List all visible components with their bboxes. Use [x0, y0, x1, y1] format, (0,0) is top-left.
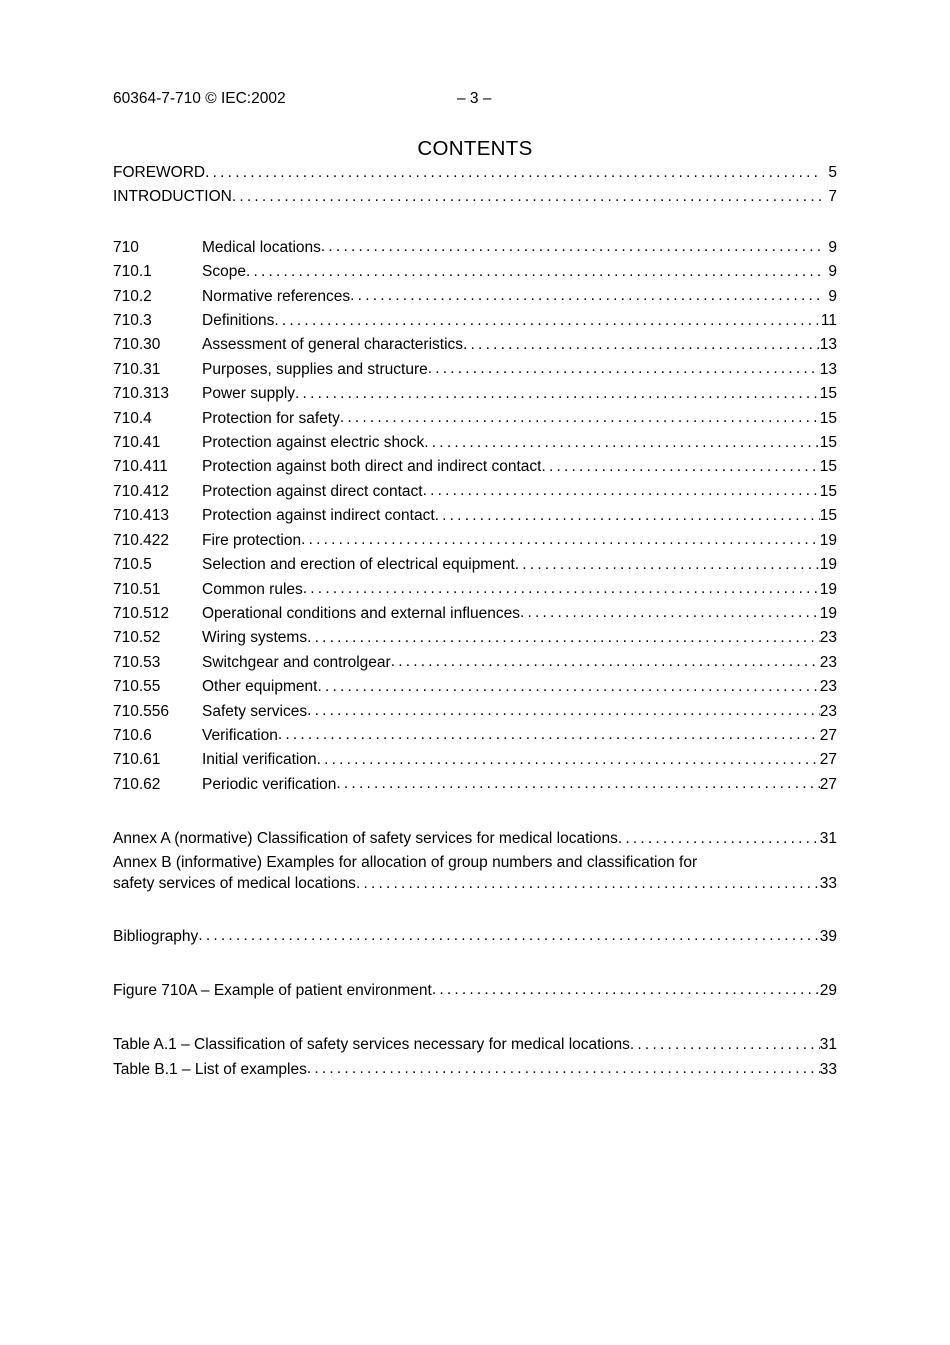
clause-number: 710.52 [113, 629, 161, 647]
toc-entry-page: 15 [819, 458, 837, 476]
document-identifier: 60364-7-710 © IEC:2002 [113, 90, 286, 107]
toc-entry-title: Scope [202, 263, 246, 281]
toc-entry-page: 19 [819, 556, 837, 574]
toc-entry-title: Normative references [202, 287, 351, 305]
toc-entry-clause[interactable] [113, 480, 837, 504]
toc-entry-title: Periodic verification [202, 775, 337, 793]
toc-entry-clause[interactable] [113, 455, 837, 479]
page-content [113, 88, 837, 1082]
toc-entry-clause[interactable] [113, 773, 837, 797]
toc-entry-title: Assessment of general characteristics [202, 336, 464, 354]
toc-entry-title: Medical locations [202, 238, 321, 256]
clause-number: 710.61 [113, 751, 161, 769]
clause-number: 710.512 [113, 604, 170, 622]
toc-entry-title: Protection against both direct and indirect contact [202, 458, 542, 476]
dot-leader [520, 601, 820, 625]
toc-entry-clause[interactable] [113, 260, 837, 284]
toc-entry-clause[interactable] [113, 431, 837, 455]
toc-entry-title: Wiring systems [202, 629, 308, 647]
figure-list [113, 979, 837, 1003]
toc-entry-clause[interactable] [113, 748, 837, 772]
dot-leader [303, 577, 820, 601]
toc-entry-title: Protection against electric shock [202, 434, 425, 452]
toc-entry-introduction[interactable] [113, 185, 837, 209]
toc-entry-figure[interactable] [113, 979, 837, 1003]
toc-entry-title: Common rules [202, 580, 303, 598]
toc-entry-clause[interactable] [113, 407, 837, 431]
clause-number: 710.31 [113, 360, 161, 378]
toc-entry-title: Other equipment [202, 678, 318, 696]
toc-entry-title: Protection against direct contact [202, 482, 423, 500]
toc-entry-page: 19 [819, 580, 837, 598]
toc-entry-title: FOREWORD [113, 164, 206, 181]
toc-entry-page: 9 [828, 238, 837, 256]
toc-entry-clause[interactable] [113, 553, 837, 577]
dot-leader [391, 650, 820, 674]
toc-entry-page: 31 [819, 1036, 837, 1054]
toc-entry-title: Table B.1 – List of examples [113, 1060, 307, 1078]
toc-entry-page: 39 [819, 927, 837, 945]
dot-leader [301, 528, 820, 552]
dot-leader [630, 1033, 820, 1057]
toc-entry-page: 13 [819, 360, 837, 378]
toc-entry-page: 9 [828, 263, 837, 281]
front-matter-list [113, 161, 837, 210]
toc-entry-title: Protection against indirect contact [202, 507, 435, 525]
dot-leader [246, 260, 822, 284]
spacer [113, 895, 837, 925]
clause-list [113, 236, 837, 797]
toc-entry-title: Fire protection [202, 531, 302, 549]
dot-leader [618, 827, 820, 851]
toc-entry-title: Annex A (normative) Classification of safety services for medical locations [113, 830, 618, 848]
clause-number: 710.411 [113, 458, 168, 476]
table-list [113, 1033, 837, 1082]
toc-entry-clause[interactable] [113, 358, 837, 382]
spacer [113, 949, 837, 979]
clause-number: 710.4 [113, 409, 152, 427]
toc-entry-clause[interactable] [113, 602, 837, 626]
clause-number: 710.412 [113, 482, 170, 500]
toc-entry-page: 11 [820, 312, 837, 330]
toc-entry-clause[interactable] [113, 382, 837, 406]
toc-entry-page: 33 [819, 875, 837, 893]
clause-number: 710.1 [113, 263, 152, 281]
dot-leader [463, 333, 820, 357]
spacer [113, 797, 837, 827]
toc-entry-page: 23 [819, 653, 837, 671]
toc-entry-clause[interactable] [113, 578, 837, 602]
toc-entry-page: 27 [819, 726, 837, 744]
toc-entry-clause[interactable] [113, 724, 837, 748]
clause-number: 710.313 [113, 385, 170, 403]
toc-entry-annex-a[interactable] [113, 827, 837, 851]
toc-entry-bibliography[interactable] [113, 925, 837, 949]
toc-entry-title-line2: safety services of medical locations [113, 875, 356, 893]
dot-leader [350, 284, 822, 308]
dot-leader [307, 626, 820, 650]
toc-entry-page: 15 [819, 409, 837, 427]
toc-entry-title: Verification [202, 726, 278, 744]
toc-entry-table[interactable] [113, 1058, 837, 1082]
toc-entry-clause[interactable] [113, 700, 837, 724]
clause-number: 710.53 [113, 653, 161, 671]
toc-entry-page: 23 [819, 629, 837, 647]
page-title: CONTENTS [417, 137, 533, 160]
toc-entry-page: 9 [828, 287, 837, 305]
clause-number: 710 [113, 238, 139, 256]
toc-entry-title: Selection and erection of electrical equipment [202, 556, 515, 574]
toc-entry-page: 7 [828, 188, 837, 206]
dot-leader [336, 772, 819, 796]
toc-entry-clause[interactable] [113, 309, 837, 333]
toc-entry-title: INTRODUCTION [113, 188, 232, 206]
toc-entry-clause[interactable] [113, 651, 837, 675]
toc-entry-title: Operational conditions and external influences [202, 604, 520, 622]
page-number-folio: – 3 – [457, 90, 492, 107]
dot-leader [205, 161, 822, 185]
toc-entry-page: 27 [819, 775, 837, 793]
toc-entry-title: Safety services [202, 702, 308, 720]
toc-entry-clause[interactable] [113, 675, 837, 699]
toc-entry-title: Bibliography [113, 927, 199, 945]
clause-number: 710.30 [113, 336, 161, 354]
clause-number: 710.3 [113, 312, 152, 330]
toc-entry-title: Initial verification [202, 751, 317, 769]
toc-entry-title: Switchgear and controlgear [202, 653, 391, 671]
toc-entry-annex-b[interactable] [113, 852, 837, 895]
clause-number: 710.62 [113, 775, 161, 793]
dot-leader [435, 504, 820, 528]
dot-leader [423, 479, 820, 503]
dot-leader [515, 553, 820, 577]
toc-entry-title: Power supply [202, 385, 296, 403]
toc-entry-page: 13 [819, 336, 837, 354]
dot-leader [295, 382, 820, 406]
clause-number: 710.413 [113, 507, 170, 525]
toc-entry-page: 29 [819, 981, 837, 999]
toc-entry-foreword[interactable] [113, 161, 837, 185]
toc-entry-page: 15 [819, 385, 837, 403]
toc-entry-page: 15 [819, 507, 837, 525]
toc-entry-page: 5 [828, 164, 837, 181]
toc-entry-title: Purposes, supplies and structure [202, 360, 428, 378]
dot-leader [432, 978, 820, 1002]
toc-entry-page: 23 [819, 702, 837, 720]
clause-number: 710.51 [113, 580, 161, 598]
dot-leader [340, 406, 820, 430]
toc-entry-title: Figure 710A – Example of patient environment [113, 981, 432, 999]
toc-entry-clause[interactable] [113, 626, 837, 650]
toc-entry-title-line1: Annex B (informative) Examples for allocation of group numbers and classification for [113, 853, 698, 871]
toc-entry-page: 31 [819, 830, 837, 848]
toc-entry-title: Definitions [202, 312, 275, 330]
dot-leader [278, 723, 820, 747]
toc-entry-table[interactable] [113, 1033, 837, 1057]
toc-entry-clause[interactable] [113, 285, 837, 309]
toc-entry-page: 19 [819, 531, 837, 549]
toc-entry-clause[interactable] [113, 333, 837, 357]
toc-entry-title: Protection for safety [202, 409, 340, 427]
clause-number: 710.556 [113, 702, 170, 720]
toc-entry-clause[interactable] [113, 529, 837, 553]
dot-leader [274, 309, 821, 333]
dot-leader [321, 235, 822, 259]
clause-number: 710.55 [113, 678, 161, 696]
spacer [113, 210, 837, 236]
dot-leader [356, 873, 820, 895]
toc-entry-page: 27 [819, 751, 837, 769]
clause-number: 710.41 [113, 434, 161, 452]
dot-leader [307, 1057, 820, 1081]
toc-entry-page: 23 [819, 678, 837, 696]
clause-number: 710.5 [113, 556, 152, 574]
toc-entry-clause[interactable] [113, 236, 837, 260]
toc-entry-page: 19 [819, 604, 837, 622]
dot-leader [317, 748, 820, 772]
dot-leader [428, 357, 820, 381]
toc-entry-title: Table A.1 – Classification of safety services necessary for medical locations [113, 1036, 630, 1054]
spacer [113, 1003, 837, 1033]
dot-leader [424, 431, 819, 455]
annex-list [113, 827, 837, 894]
dot-leader [317, 675, 819, 699]
toc-entry-page: 15 [819, 482, 837, 500]
dot-leader [198, 924, 819, 948]
dot-leader [307, 699, 820, 723]
toc-entry-page: 15 [819, 434, 837, 452]
clause-number: 710.2 [113, 287, 152, 305]
toc-entry-clause[interactable] [113, 504, 837, 528]
dot-leader [232, 185, 823, 209]
toc-entry-page: 33 [819, 1060, 837, 1078]
clause-number: 710.6 [113, 726, 152, 744]
dot-leader [541, 455, 819, 479]
clause-number: 710.422 [113, 531, 170, 549]
running-header [113, 88, 837, 110]
